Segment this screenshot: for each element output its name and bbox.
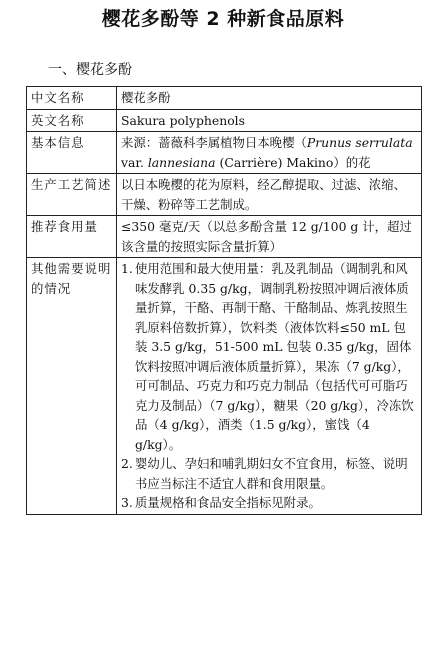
row-label-process: 生产工艺简述 bbox=[27, 174, 117, 216]
table-row bbox=[27, 132, 422, 174]
list-item bbox=[121, 259, 417, 454]
list-item-number: 2. bbox=[121, 456, 133, 471]
list-item-text: 质量规格和食品安全指标见附录。 bbox=[135, 495, 321, 510]
list-item-text: 婴幼儿、孕妇和哺乳期妇女不宜食用，标签、说明书应当标注不适宜人群和食用限量。 bbox=[135, 456, 408, 491]
row-label-recommended-intake: 推荐食用量 bbox=[27, 216, 117, 258]
species-name: Prunus serrulata bbox=[306, 135, 413, 150]
section-heading: 一、樱花多酚 bbox=[48, 62, 132, 78]
row-label-chinese-name: 中文名称 bbox=[27, 87, 117, 110]
row-value-other-notes bbox=[117, 258, 422, 515]
variety-name: lannesiana bbox=[147, 154, 216, 170]
list-item-number: 3. bbox=[121, 495, 133, 510]
row-value-process: 以日本晚樱的花为原料，经乙醇提取、过滤、浓缩、干燥、粉碎等工艺制成。 bbox=[117, 174, 422, 216]
table-row bbox=[27, 109, 422, 132]
row-label-english-name: 英文名称 bbox=[27, 109, 117, 132]
row-value-recommended-intake: ≤350 毫克/天（以总多酚含量 12 g/100 g 计，超过该含量的按照实际含量折算） bbox=[117, 216, 422, 258]
table-row bbox=[27, 87, 422, 110]
list-item-number: 1. bbox=[121, 261, 133, 276]
row-value-english-name: Sakura polyphenols bbox=[117, 109, 422, 132]
row-value-basic-info bbox=[117, 132, 422, 174]
list-item bbox=[121, 493, 417, 513]
row-label-basic-info: 基本信息 bbox=[27, 132, 117, 174]
row-label-other-notes: 其他需要说明的情况 bbox=[27, 258, 117, 515]
table-row bbox=[27, 216, 422, 258]
row-value-chinese-name: 樱花多酚 bbox=[117, 87, 422, 110]
basic-info-prefix: 来源：蔷薇科李属植物日本晚樱（ bbox=[121, 135, 307, 150]
list-item bbox=[121, 454, 417, 493]
document-title: 樱花多酚等 2 种新食品原料 bbox=[101, 8, 345, 30]
ingredient-info-table bbox=[26, 86, 422, 515]
variety-marker: var. bbox=[121, 154, 148, 170]
list-item-text: 使用范围和最大使用量：乳及乳制品（调制乳和风味发酵乳 0.35 g/kg，调制乳粉按照冲调后液体质量折算，干酪、再制干酪、干酪制品、炼乳按照生乳原料倍数折算），饮料类（液体饮料≤50 mL 包装 3.5 g/kg，51-500 mL 包装 0.35 g/kg，固体饮料按照冲调后液体质量折算），果冻（7 g/kg），可可制品、巧克力和巧克力制品（包括代可可脂巧克力及制品）（7 g/kg），糖果（20 g/kg），冷冻饮品（4 g/kg），酒类（1.5 g/kg），蜜饯（4 g/kg）。 bbox=[135, 261, 414, 452]
basic-info-suffix: (Carrière) Makino）的花 bbox=[215, 154, 371, 170]
table-row bbox=[27, 258, 422, 515]
table-row bbox=[27, 174, 422, 216]
notes-list bbox=[121, 259, 417, 513]
